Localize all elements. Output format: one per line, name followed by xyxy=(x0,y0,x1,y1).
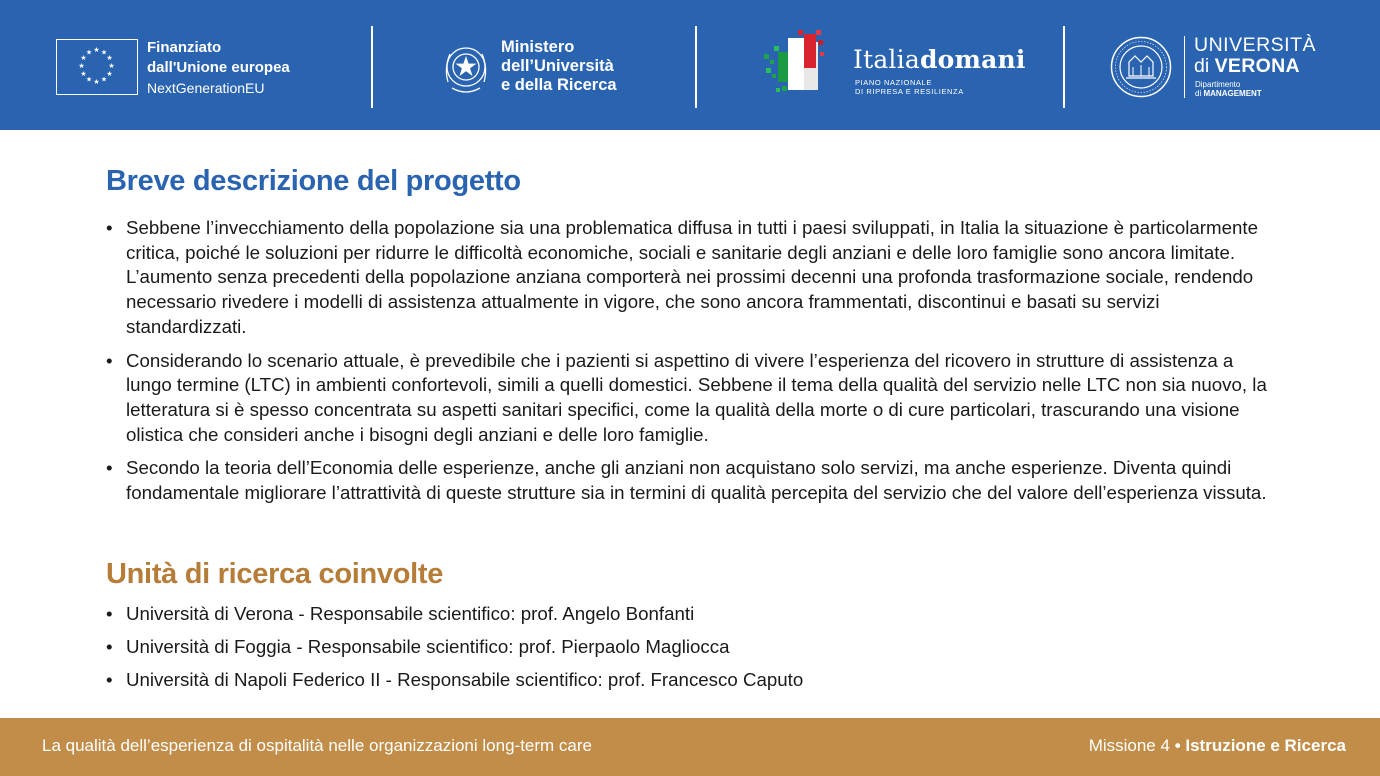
italiadomani-pixel-logo-icon xyxy=(762,28,840,100)
italiadomani-title xyxy=(853,46,1026,74)
header-separator xyxy=(695,26,697,108)
header-separator xyxy=(371,26,373,108)
eu-funding-label xyxy=(147,38,290,98)
svg-text:★: ★ xyxy=(100,75,108,84)
svg-text:★: ★ xyxy=(85,48,93,57)
department-line-2 xyxy=(1195,89,1262,98)
research-units-title: Unità di ricerca coinvolte xyxy=(106,558,444,590)
footer-mission-number: Missione 4 xyxy=(1088,736,1170,755)
italiadomani-sub-2: DI RIPRESA E RESILIENZA xyxy=(855,86,964,96)
svg-text:★: ★ xyxy=(80,54,87,62)
footer-project-title: La qualità dell’esperienza di ospitalità nelle organizzazioni long-term care xyxy=(42,736,592,755)
eu-line-1: Finanziato xyxy=(147,39,222,56)
ministry-line-1: Ministero xyxy=(501,38,575,56)
list-item: • Università di Foggia - Responsabile scientifico: prof. Pierpaolo Magliocca xyxy=(106,635,1276,660)
svg-text:★: ★ xyxy=(78,62,85,70)
research-units-list xyxy=(106,602,1276,702)
eu-line-3: NextGenerationEU xyxy=(147,80,265,96)
footer-mission xyxy=(1089,735,1346,757)
svg-text:★: ★ xyxy=(80,70,87,78)
university-name-line-1: UNIVERSITÀ xyxy=(1194,34,1317,56)
footer-bar xyxy=(0,718,1380,776)
italiadomani-title-part2: domani xyxy=(919,45,1026,74)
ministry-line-2: dell’Università xyxy=(501,57,614,75)
university-name-city: VERONA xyxy=(1214,55,1300,77)
ministry-label xyxy=(501,38,617,95)
list-item: • Università di Napoli Federico II - Responsabile scientifico: prof. Francesco Caputo xyxy=(106,668,1276,693)
university-name-prefix: di xyxy=(1194,55,1210,77)
university-divider xyxy=(1184,36,1185,98)
department-line-1: Dipartimento xyxy=(1195,80,1241,89)
header-separator xyxy=(1063,26,1065,108)
svg-text:★: ★ xyxy=(108,62,115,70)
italiadomani-subtitle xyxy=(855,79,964,96)
italiadomani-title-part1: Italia xyxy=(853,45,920,74)
svg-text:★: ★ xyxy=(106,70,113,78)
italian-republic-emblem-icon xyxy=(440,38,492,98)
eu-flag-icon xyxy=(56,39,138,95)
description-title: Breve descrizione del progetto xyxy=(106,165,521,197)
list-item: • Secondo la teoria dell’Economia delle esperienze, anche gli anziani non acquistano solo servizi, ma anche esperienze. Diventa quindi fondamentale migliorare l’attrattività di queste strutture sia in termini di qualità percepita del servizio che del valore dell’esperienza vissuta. xyxy=(106,456,1276,505)
university-name-line-2 xyxy=(1194,55,1300,77)
ministry-line-3: e della Ricerca xyxy=(501,76,617,94)
svg-text:★: ★ xyxy=(93,46,100,54)
list-item: • Università di Verona - Responsabile scientifico: prof. Angelo Bonfanti xyxy=(106,602,1276,627)
svg-text:★: ★ xyxy=(85,75,93,84)
footer-separator: • xyxy=(1174,736,1181,755)
footer-mission-label: Istruzione e Ricerca xyxy=(1185,736,1346,755)
description-list xyxy=(106,216,1276,515)
eu-line-2: dall'Unione europea xyxy=(147,59,290,76)
list-item: • Considerando lo scenario attuale, è prevedibile che i pazienti si aspettino di vivere l’esperienza del ricovero in strutture di assistenza a lungo termine (LTC) in ambienti confortevoli, simili a quelli domestici. Sebbene il tema della qualità del servizio nelle LTC non sia nuovo, la letteratura si è spesso concentrata su aspetti sanitari specifici, come la qualità della morte o di cure particolari, trascurando una visione olistica che consideri anche i bisogni degli anziani e delle loro famiglie. xyxy=(106,349,1276,448)
italiadomani-sub-1: PIANO NAZIONALE xyxy=(855,78,932,87)
list-item: • Sebbene l’invecchiamento della popolazione sia una problematica diffusa in tutti i paesi sviluppati, in Italia la situazione è particolarmente critica, poiché le soluzioni per ridurre le difficoltà economiche, sociali e sanitarie degli anziani e delle loro famiglie sono ancora limitate. L’aumento senza precedenti della popolazione anziana comporterà nei prossimi decenni una profonda trasformazione sociale, rendendo necessario rivedere i modelli di assistenza attualmente in vigore, che sono ancora frammentati, discontinui e basati su servizi standardizzati. xyxy=(106,216,1276,340)
svg-text:★: ★ xyxy=(100,48,108,57)
university-seal-icon xyxy=(1110,36,1172,98)
header-banner xyxy=(0,0,1380,130)
svg-text:★: ★ xyxy=(106,54,113,62)
department-name: MANAGEMENT xyxy=(1203,89,1262,98)
department-prefix: di xyxy=(1195,89,1202,98)
svg-text:★: ★ xyxy=(93,78,100,86)
